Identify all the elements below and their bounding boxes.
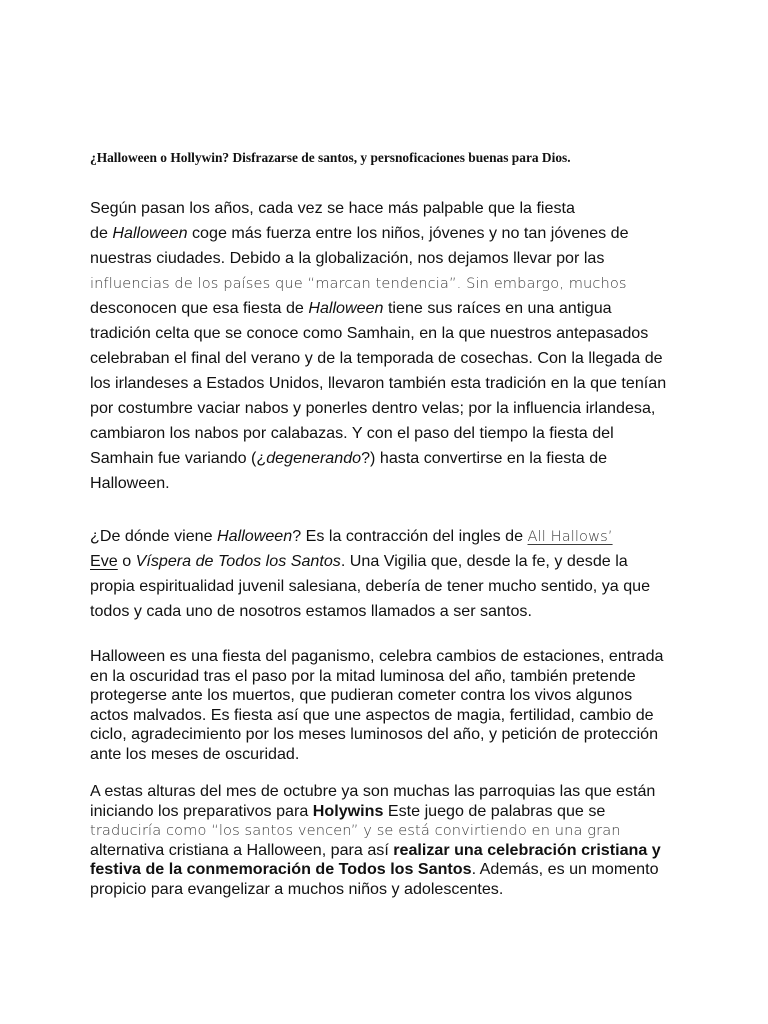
all-hallows-eve-link[interactable]: All Hallows’: [527, 528, 613, 545]
text-line: iniciando los preparativos para Holywins Este juego de palabras que se: [90, 801, 606, 820]
text-line: actos malvados. Es fiesta así que une aspectos de magia, fertilidad, cambio de: [90, 705, 654, 724]
bold-text: Holywins: [312, 801, 384, 820]
text-line: de Halloween coge más fuerza entre los niños, jóvenes y no tan jóvenes de: [90, 224, 629, 242]
emphasis: Halloween: [112, 224, 188, 242]
all-hallows-eve-link-cont[interactable]: Eve: [90, 552, 118, 570]
emphasis: Halloween: [217, 527, 293, 545]
text-line: protegerse ante los muertos, que pudieran cometer contra los vivos algunos: [90, 686, 633, 704]
text-line: festiva de la conmemoración de Todos los Santos. Además, es un momento: [90, 860, 659, 878]
text-line: Samhain fue variando (¿degenerando?) hasta convertirse en la fiesta de: [90, 449, 608, 467]
emphasis: degenerando: [266, 449, 362, 467]
text-line: cambiaron los nabos por calabazas. Y con el paso del tiempo la fiesta del: [90, 424, 614, 442]
text-line: desconocen que esa fiesta de Halloween tiene sus raíces en una antigua: [90, 299, 612, 317]
paragraph-3: [90, 647, 690, 764]
paragraph-4: [90, 782, 690, 899]
page-title: ¿Halloween o Hollywin? Disfrazarse de santos, y persnoficaciones buenas para Dios.: [90, 150, 571, 165]
emphasis: Víspera de Todos los Santos: [135, 552, 341, 570]
text-line: nuestras ciudades. Debido a la globalización, nos dejamos llevar por las: [90, 249, 605, 267]
text-line: por costumbre vaciar nabos y ponerles dentro velas; por la influencia irlandesa,: [90, 399, 656, 417]
text-line: Halloween es una fiesta del paganismo, celebra cambios de estaciones, entrada: [90, 647, 664, 665]
paragraph-1: [90, 196, 690, 496]
text-line: traduciría como “los santos vencen” y se está convirtiendo en una gran: [90, 822, 621, 839]
text-line: A estas alturas del mes de octubre ya son muchas las parroquias las que están: [90, 782, 656, 800]
text-line: influencias de los países que “marcan tendencia”. Sin embargo, muchos: [90, 275, 627, 292]
text-line: alternativa cristiana a Halloween, para así realizar una celebración cristiana y: [90, 840, 661, 859]
text-line: ante los meses de oscuridad.: [90, 744, 300, 763]
emphasis: Halloween: [308, 299, 384, 317]
text-line: tradición celta que se conoce como Samhain, en la que nuestros antepasados: [90, 324, 649, 342]
text-line: propicio para evangelizar a muchos niños y adolescentes.: [90, 879, 504, 898]
paragraph-2: [90, 524, 690, 624]
text-line: en la oscuridad tras el paso por la mitad luminosa del año, también pretende: [90, 666, 636, 685]
text-line: todos y cada uno de nosotros estamos llamados a ser santos.: [90, 602, 532, 620]
text-line: Eve o Víspera de Todos los Santos. Una Vigilia que, desde la fe, y desde la: [90, 552, 628, 570]
bold-text: festiva de la conmemoración de Todos los Santos: [90, 860, 472, 878]
text-line: los irlandeses a Estados Unidos, llevaron también esta tradición en la que tenían: [90, 374, 667, 392]
bold-text: realizar una celebración cristiana y: [393, 840, 661, 859]
text-line: Según pasan los años, cada vez se hace más palpable que la fiesta: [90, 199, 575, 217]
text-line: propia espiritualidad juvenil salesiana, debería de tener mucho sentido, ya que: [90, 577, 651, 595]
text-line: celebraban el final del verano y de la temporada de cosechas. Con la llegada de: [90, 349, 663, 367]
text-line: Halloween.: [90, 474, 170, 492]
text-line: ciclo, agradecimiento por los meses luminosos del año, y petición de protección: [90, 725, 659, 743]
text-line: ¿De dónde viene Halloween? Es la contracción del ingles de All Hallows’: [90, 527, 613, 545]
